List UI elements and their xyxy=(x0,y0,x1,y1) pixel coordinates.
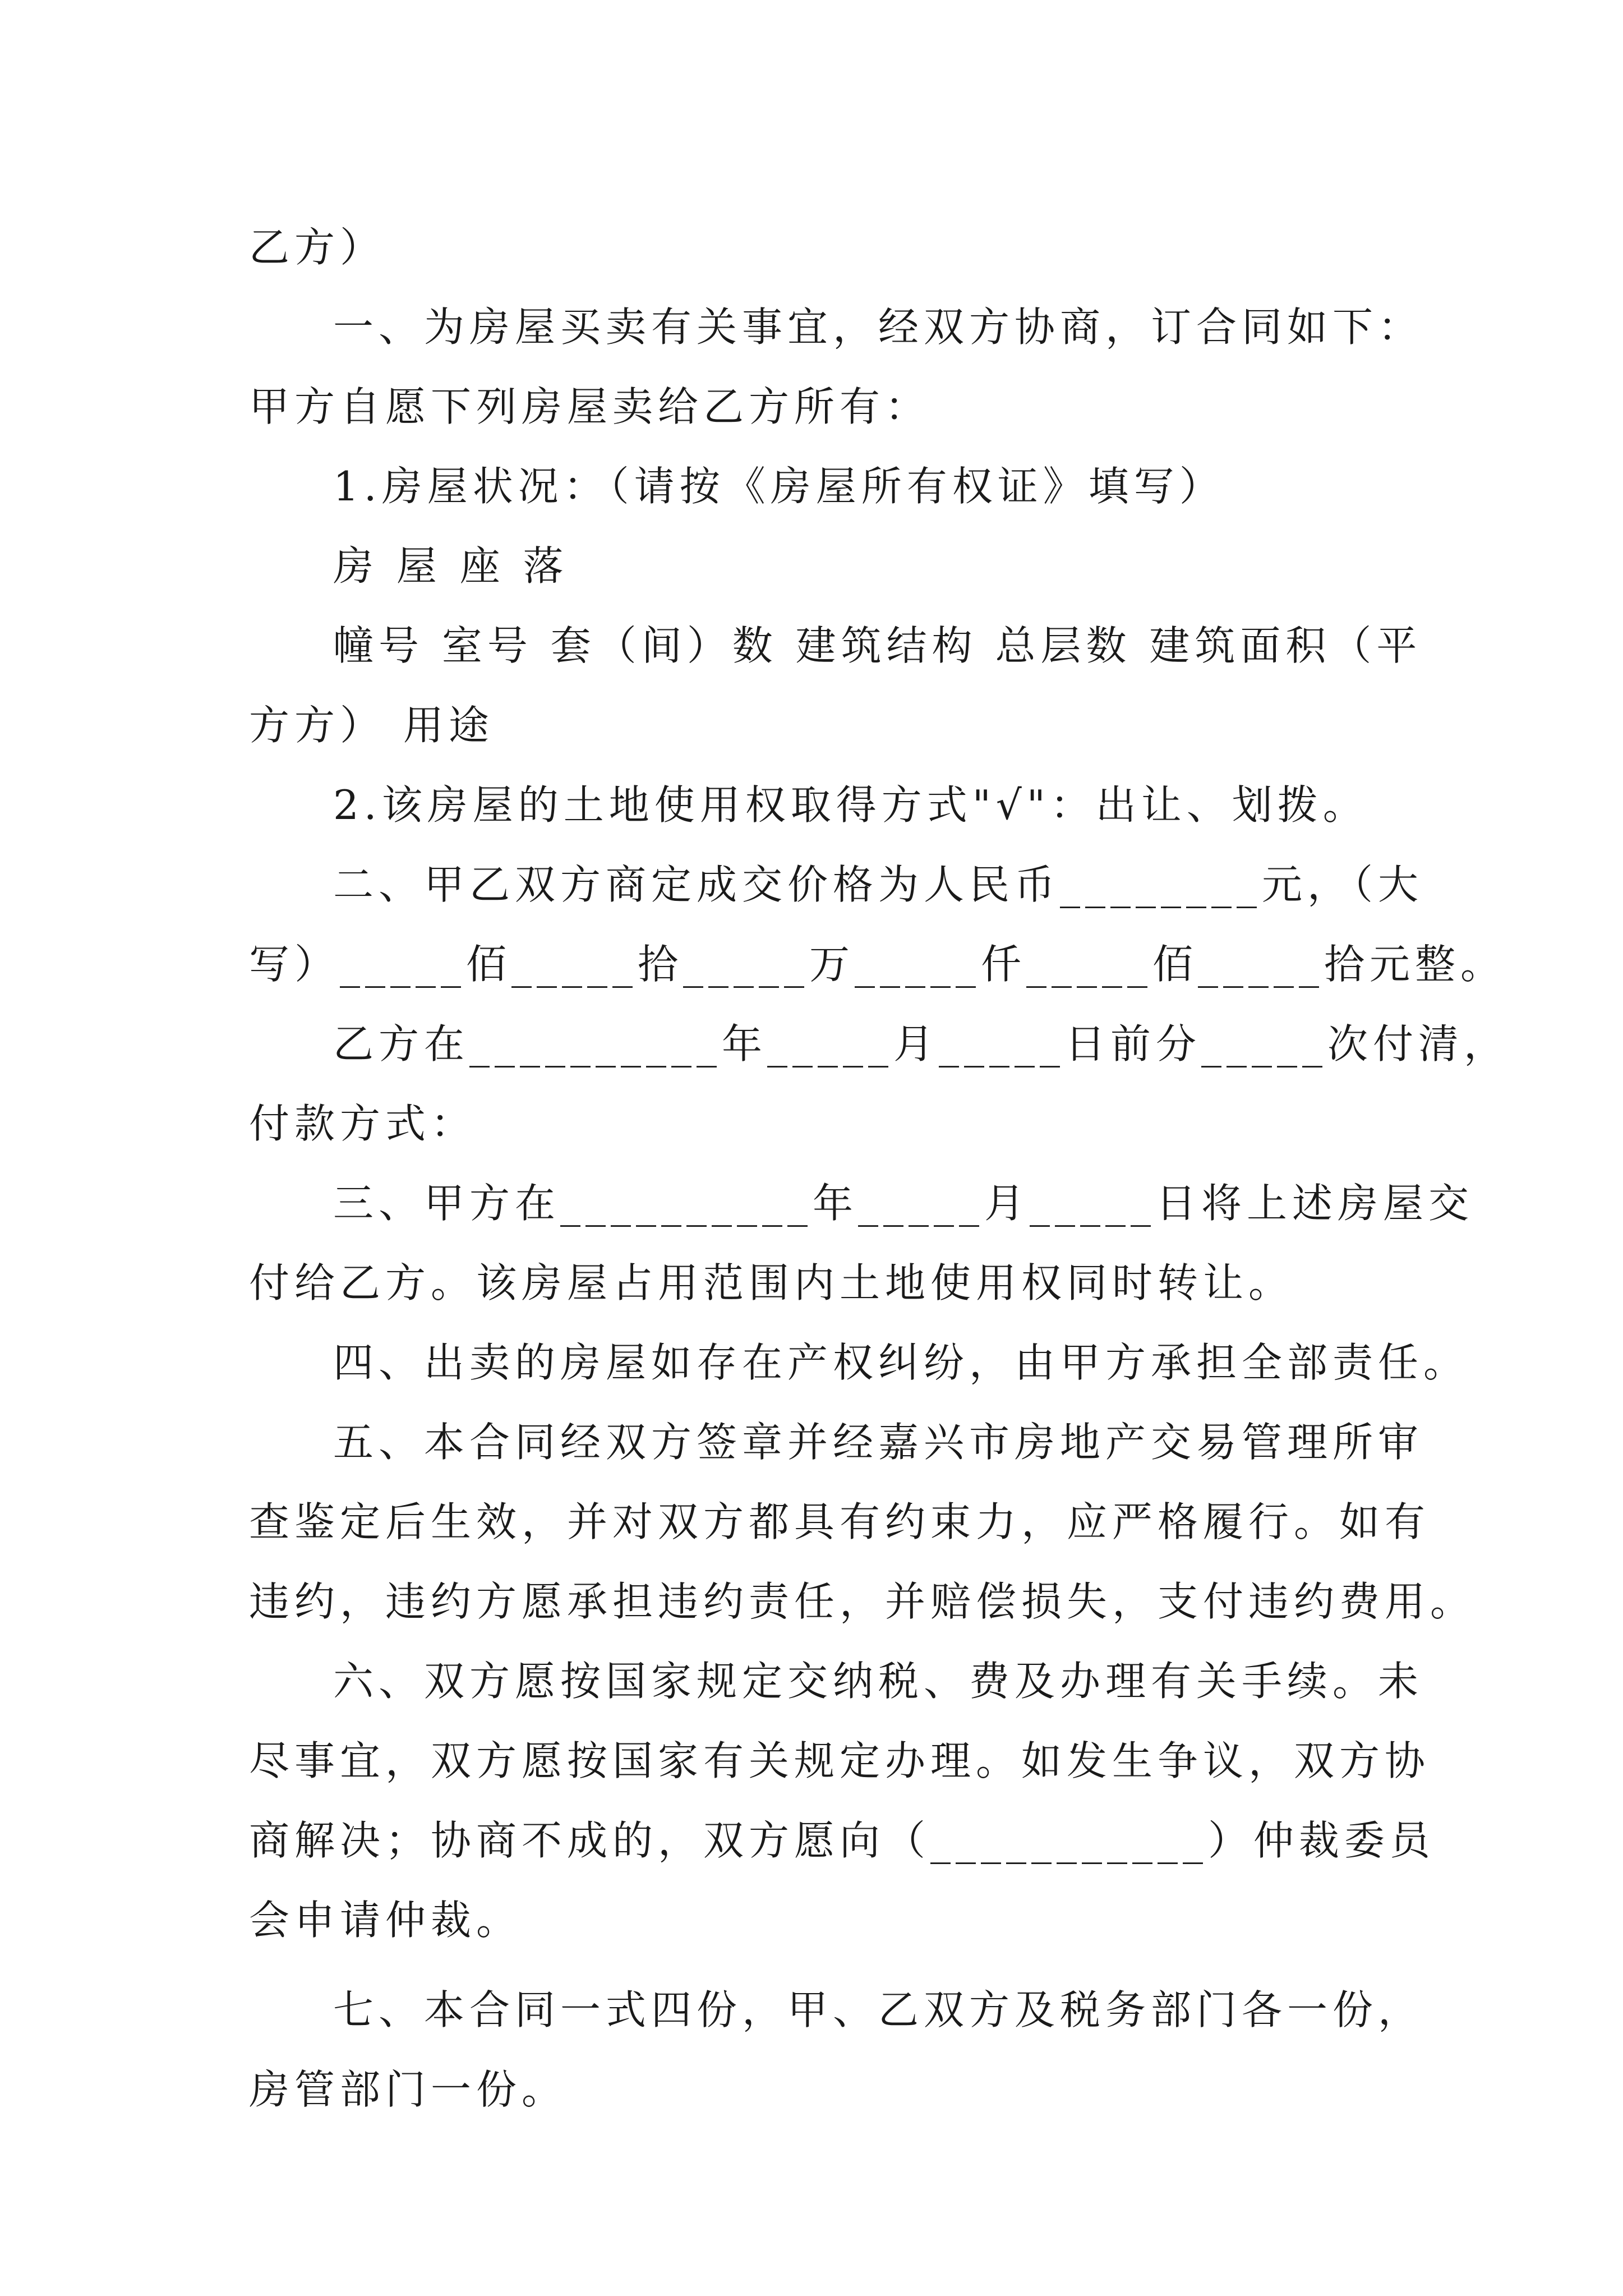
text-line: 商解决；协商不成的，双方愿向（___________）仲裁委员 xyxy=(249,1817,1436,1864)
text-line: 房 屋 座 落 xyxy=(333,542,569,590)
text-line: 2.该房屋的土地使用权取得方式"√"：出让、划拨。 xyxy=(333,781,1368,829)
text-line: 甲方自愿下列房屋卖给乙方所有： xyxy=(249,383,931,430)
text-line: 房管部门一份。 xyxy=(249,2066,568,2113)
text-line: 尽事宜，双方愿按国家有关规定办理。如发生争议，双方协 xyxy=(249,1737,1431,1784)
text-line: 违约，违约方愿承担违约责任，并赔偿损失，支付违约费用。 xyxy=(249,1578,1476,1625)
text-line: 乙方） xyxy=(249,224,386,271)
text-line: 付款方式： xyxy=(249,1100,477,1147)
text-line: 幢号 室号 套（间）数 建筑结构 总层数 建筑面积（平 xyxy=(333,622,1422,669)
text-line: 乙方在__________年_____月_____日前分_____次付清， xyxy=(333,1020,1510,1068)
text-line: 七、本合同一式四份，甲、乙双方及税务部门各一份， xyxy=(333,1986,1424,2033)
text-line: 会申请仲裁。 xyxy=(249,1897,522,1944)
text-line: 写）_____佰_____拾_____万_____仟_____佰_____拾元整。 xyxy=(249,941,1506,988)
text-line: 二、甲乙双方商定成交价格为人民币________元，（大 xyxy=(333,861,1424,908)
text-line: 五、本合同经双方签章并经嘉兴市房地产交易管理所审 xyxy=(333,1419,1424,1466)
text-line: 四、出卖的房屋如存在产权纠纷，由甲方承担全部责任。 xyxy=(333,1339,1469,1386)
contract-body xyxy=(249,208,1510,2129)
text-line: 查鉴定后生效，并对双方都具有约束力，应严格履行。如有 xyxy=(249,1498,1431,1545)
text-line: 1.房屋状况：（请按《房屋所有权证》填写） xyxy=(333,463,1225,510)
text-line: 方方） 用途 xyxy=(249,702,494,749)
text-line: 一、为房屋买卖有关事宜，经双方协商，订合同如下： xyxy=(333,303,1424,351)
text-line: 六、双方愿按国家规定交纳税、费及办理有关手续。未 xyxy=(333,1658,1424,1705)
text-line: 三、甲方在__________年_____月_____日将上述房屋交 xyxy=(333,1180,1474,1227)
text-line: 付给乙方。该房屋占用范围内土地使用权同时转让。 xyxy=(249,1259,1294,1306)
